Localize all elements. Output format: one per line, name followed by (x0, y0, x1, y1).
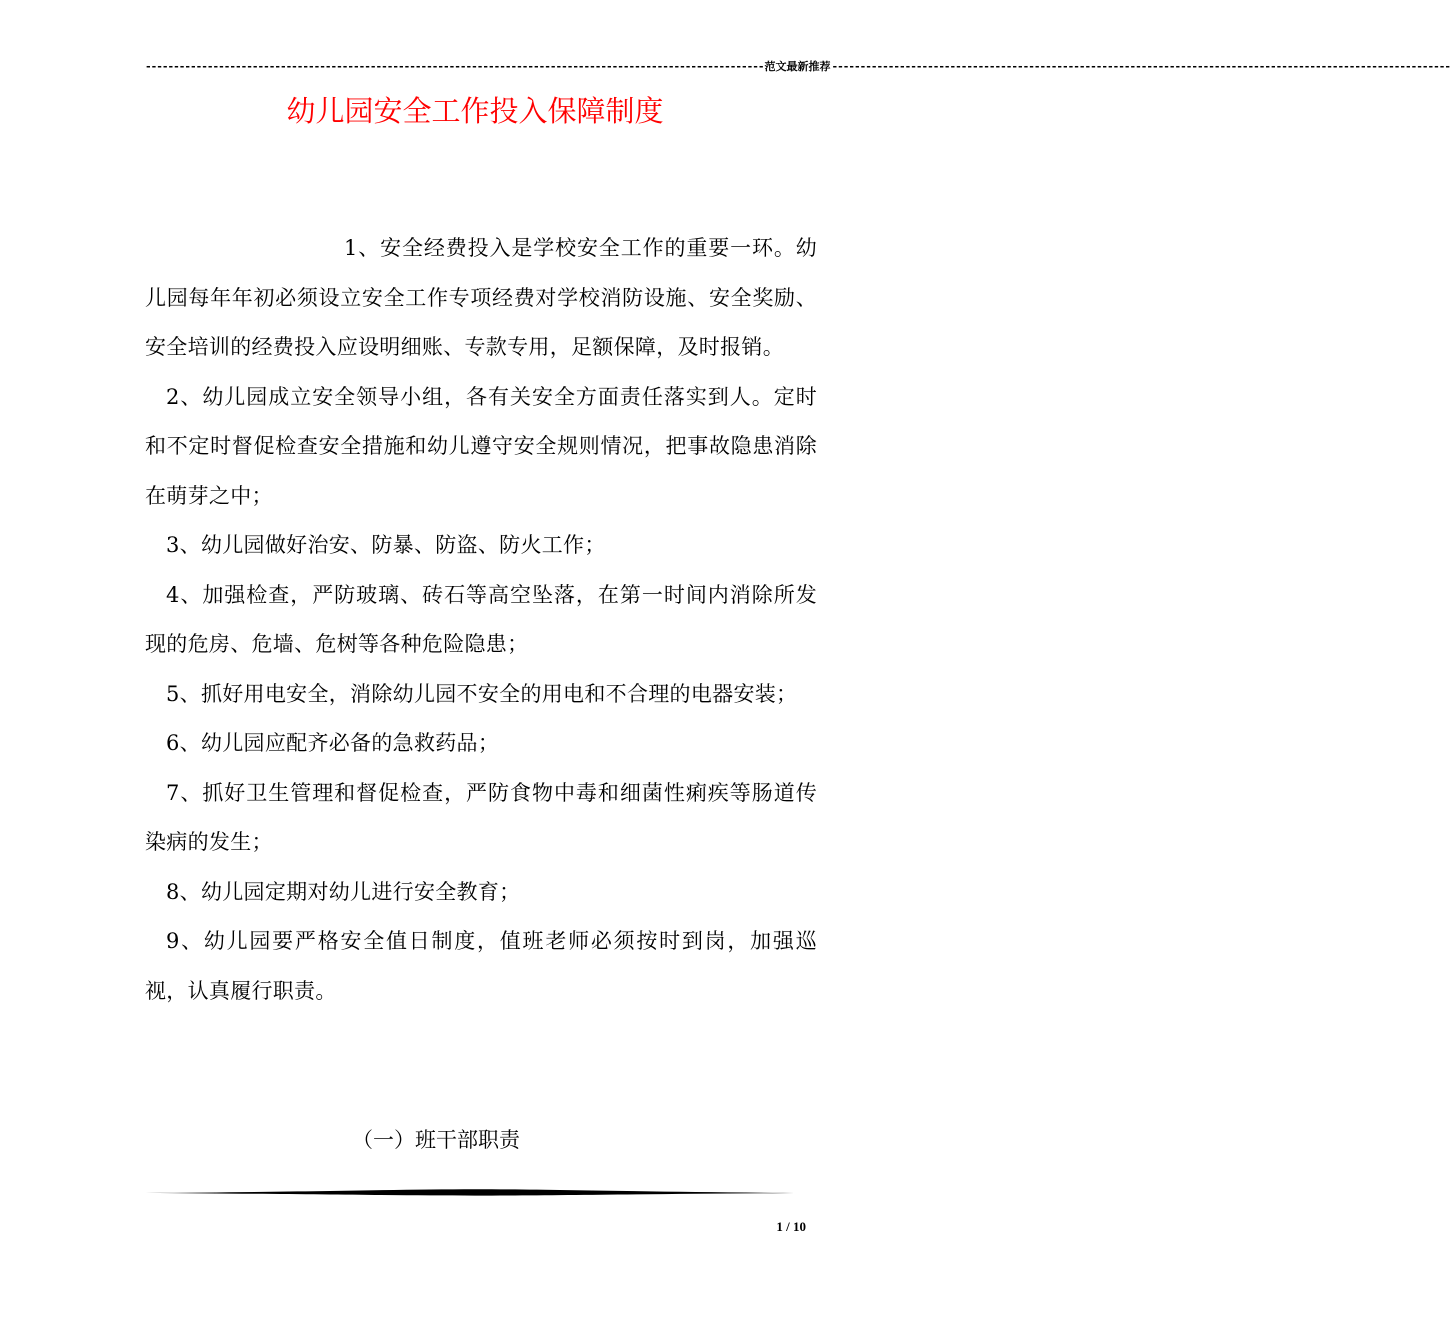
header-banner (145, 60, 1450, 74)
paragraph-9: 9、幼儿园要严格安全值日制度，值班老师必须按时到岗，加强巡视，认真履行职责。 (145, 929, 817, 1003)
page-number: 1 / 10 (776, 1219, 806, 1234)
paragraph-6: 6、幼儿园应配齐必备的急救药品； (166, 731, 500, 755)
paragraph-8: 8、幼儿园定期对幼儿进行安全教育； (166, 879, 521, 904)
header-dash-left: -------------------------------------------------------------------------------------------------------------- (145, 60, 764, 73)
document-title: 幼儿园安全工作投入保障制度 (286, 94, 664, 128)
paragraph-5: 5、抓好用电安全，消除幼儿园不安全的用电和不合理的电器安装； (166, 681, 798, 706)
document-body (145, 224, 817, 1016)
paragraph-1: 1、安全经费投入是学校安全工作的重要一环。幼儿园每年年初必须设立安全工作专项经费对学校消防设施、安全奖励、安全培训的经费投入应设明细账、专款专用，足额保障，及时报销。 (145, 236, 817, 359)
paragraph-7: 7、抓好卫生管理和督促检查，严防食物中毒和细菌性痢疾等肠道传染病的发生； (145, 780, 817, 854)
paragraph-2: 2、幼儿园成立安全领导小组，各有关安全方面责任落实到人。定时和不定时督促检查安全措施和幼儿遵守安全规则情况，把事故隐患消除在萌芽之中； (145, 384, 817, 508)
header-dash-right: -------------------------------------------------------------------------------------------------------------- (831, 60, 1450, 73)
footer-divider (145, 1188, 805, 1198)
section-heading: （一）班干部职责 (352, 1128, 520, 1152)
header-label: 范文最新推荐 (764, 60, 831, 73)
paragraph-4: 4、加强检查，严防玻璃、砖石等高空坠落，在第一时间内消除所发现的危房、危墙、危树等各种危险隐患； (145, 582, 817, 656)
paragraph-3: 3、幼儿园做好治安、防暴、防盗、防火工作； (166, 533, 606, 557)
